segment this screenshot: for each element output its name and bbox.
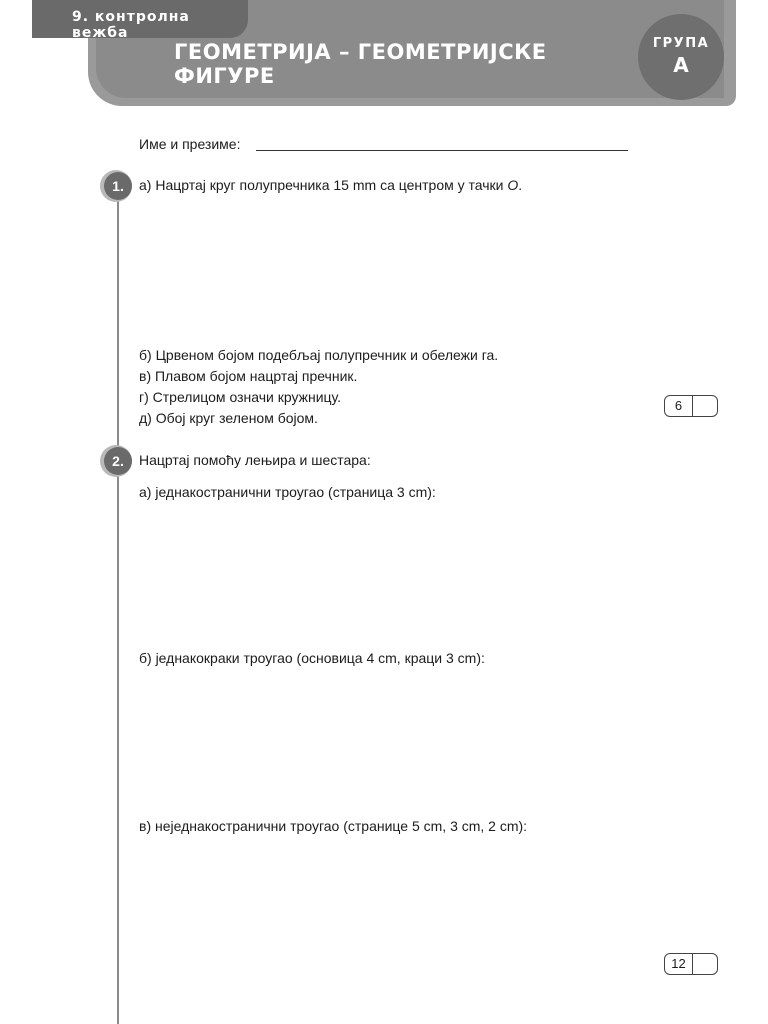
group-label: ГРУПА (652, 36, 710, 51)
task-2a-text: а) једнакостранични троугао (страница 3 cm): (139, 484, 436, 500)
task-1b-text: б) Црвеном бојом подебљај полупречник и обележи га. (139, 347, 499, 363)
task-1d-text: г) Стрелицом означи кружницу. (139, 389, 342, 405)
task-1a-point: O (507, 177, 519, 193)
name-field[interactable] (256, 150, 628, 151)
page-title: ГЕОМЕТРИЈА – ГЕОМЕТРИЈСКЕ ФИГУРЕ (174, 40, 547, 88)
margin-line (117, 186, 119, 1024)
task-1-number: 1. (104, 172, 132, 200)
task-2b-text: б) једнакокраки троугао (основица 4 cm, краци 3 cm): (139, 650, 485, 666)
exercise-tab (32, 0, 248, 41)
name-label: Име и презиме: (139, 136, 241, 152)
task-1-max-points: 6 (665, 396, 693, 416)
task-1a-label: а) Нацртај круг полупречника 15 mm са центром у тачки (139, 177, 508, 193)
task-2-max-points: 12 (665, 954, 693, 974)
task-2-intro: Нацртај помоћу лењира и шестара: (139, 452, 371, 468)
task-1-score-box (664, 395, 718, 417)
task-2c-text: в) неједнакостранични троугао (странице 5 cm, 3 cm, 2 cm): (139, 818, 528, 834)
task-2-number: 2. (104, 447, 132, 475)
group-letter: А (673, 53, 689, 77)
group-badge (638, 14, 724, 100)
task-1a-text (139, 177, 522, 193)
task-2-score-box (664, 953, 718, 975)
exercise-tab-label: 9. контролна вежба (72, 9, 190, 41)
task-1e-text: д) Обој круг зеленом бојом. (139, 410, 318, 426)
task-2-score-field[interactable] (693, 954, 717, 974)
task-1-score-field[interactable] (693, 396, 717, 416)
task-1a-end: . (518, 177, 523, 193)
task-1c-text: в) Плавом бојом нацртај пречник. (139, 368, 358, 384)
